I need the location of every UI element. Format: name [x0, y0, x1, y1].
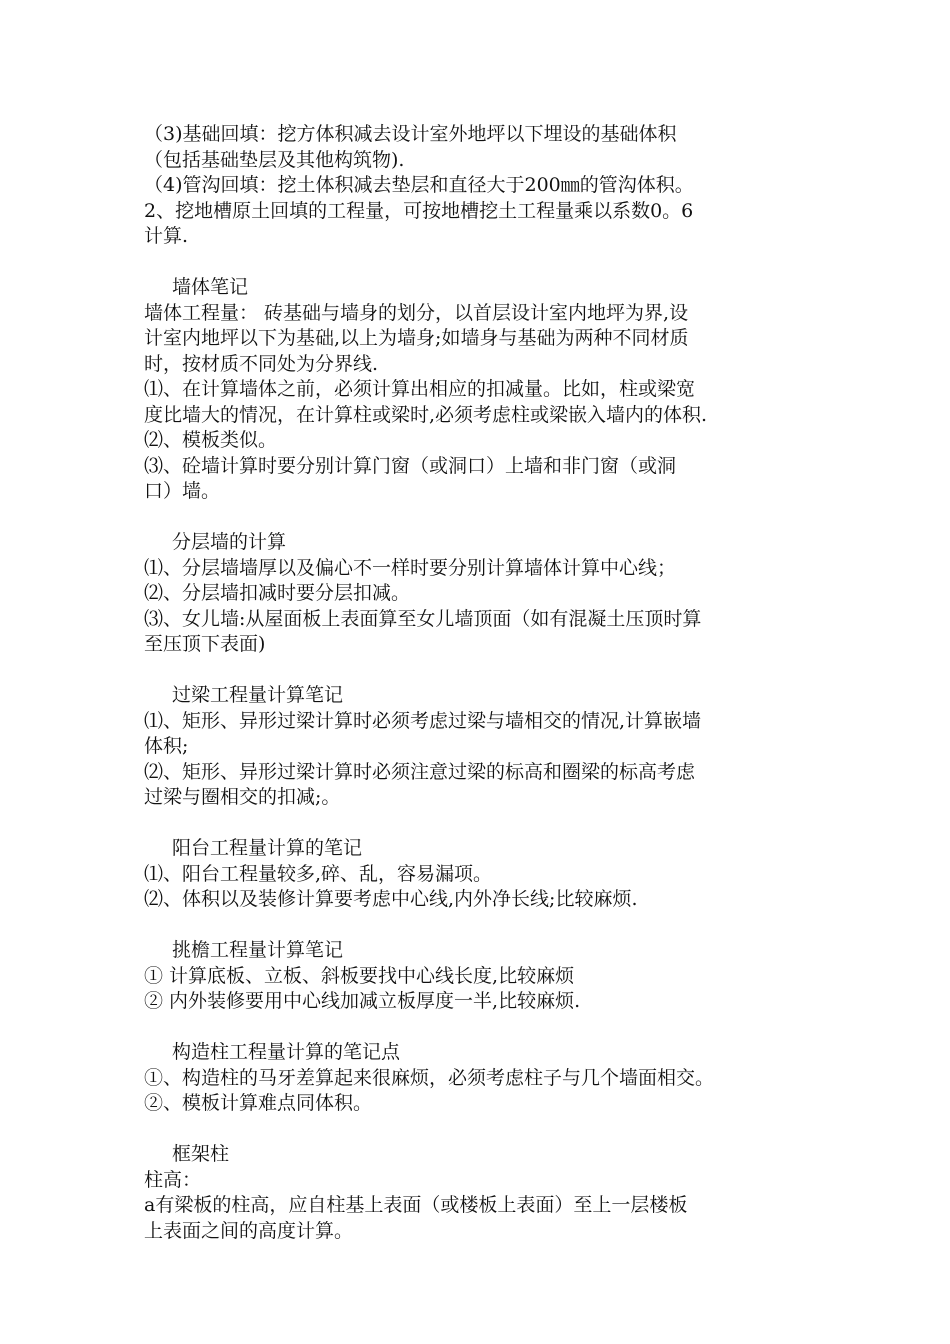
- text-line: 计算.: [144, 225, 189, 247]
- section-heading: 墙体笔记: [172, 276, 249, 298]
- text-line: ⑵、模板类似。: [144, 429, 278, 451]
- section-heading: 过梁工程量计算笔记: [172, 684, 344, 706]
- paragraph-gap: [144, 658, 824, 684]
- text-line: ⑵、矩形、异形过梁计算时必须注意过梁的标高和圈梁的标高考虑: [144, 760, 696, 783]
- paragraph-gap: [144, 913, 824, 939]
- text-line: ① 计算底板、立板、斜板要找中心线长度,比较麻烦: [144, 964, 575, 987]
- text-line: （3)基础回填：挖方体积减去设计室外地坪以下埋设的基础体积: [144, 123, 677, 145]
- text-line: ⑵、体积以及装修计算要考虑中心线,内外净长线;比较麻烦.: [144, 888, 638, 910]
- document-body: [144, 122, 824, 1244]
- paragraph-gap: [144, 250, 824, 276]
- text-line: ⑴、在计算墙体之前，必须计算出相应的扣减量。比如，柱或梁宽: [144, 378, 696, 400]
- text-line: ⑶、女儿墙:从屋面板上表面算至女儿墙顶面（如有混凝土压顶时算: [144, 607, 702, 630]
- section-heading: 构造柱工程量计算的笔记点: [172, 1041, 401, 1063]
- text-line: 体积;: [144, 735, 189, 757]
- text-line: 墙体工程量： 砖基础与墙身的划分，以首层设计室内地坪为界,设: [144, 301, 689, 324]
- text-line: 时，按材质不同处为分界线.: [144, 352, 379, 375]
- section-heading: 阳台工程量计算的笔记: [172, 837, 363, 859]
- text-line: 至压顶下表面): [144, 633, 266, 655]
- paragraph-gap: [144, 811, 824, 837]
- text-line: ⑴、矩形、异形过梁计算时必须考虑过梁与墙相交的情况,计算嵌墙: [144, 709, 702, 732]
- text-line: 柱高：: [144, 1168, 202, 1191]
- text-line: ①、构造柱的马牙差算起来很麻烦，必须考虑柱子与几个墙面相交。: [144, 1066, 715, 1089]
- text-line: 口）墙。: [144, 480, 221, 502]
- text-line: ⑴、阳台工程量较多,碎、乱，容易漏项。: [144, 862, 493, 885]
- text-line: ②、模板计算难点同体积。: [144, 1092, 373, 1114]
- section-heading: 挑檐工程量计算笔记: [172, 939, 344, 961]
- text-line: ② 内外装修要用中心线加减立板厚度一半,比较麻烦.: [144, 990, 581, 1012]
- section-heading: 框架柱: [172, 1143, 230, 1165]
- paragraph-gap: [144, 1117, 824, 1143]
- text-line: 过梁与圈相交的扣减;。: [144, 786, 341, 808]
- text-line: 度比墙大的情况，在计算柱或梁时,必须考虑柱或梁嵌入墙内的体积.: [144, 403, 708, 426]
- text-line: 2、挖地槽原土回填的工程量，可按地槽挖土工程量乘以系数0。6: [144, 199, 694, 222]
- text-line: 计室内地坪以下为基础,以上为墙身;如墙身与基础为两种不同材质: [144, 327, 689, 349]
- text-line: 上表面之间的高度计算。: [144, 1219, 354, 1242]
- paragraph-gap: [144, 1015, 824, 1041]
- text-line: ⑵、分层墙扣减时要分层扣减。: [144, 582, 411, 604]
- text-line: （包括基础垫层及其他构筑物).: [144, 148, 405, 171]
- text-line: ⑴、分层墙墙厚以及偏心不一样时要分别计算墙体计算中心线；: [144, 556, 677, 579]
- paragraph-gap: [144, 505, 824, 531]
- text-line: ⑶、砼墙计算时要分别计算门窗（或洞口）上墙和非门窗（或洞: [144, 454, 677, 477]
- section-heading: 分层墙的计算: [172, 531, 287, 553]
- text-line: a有梁板的柱高，应自柱基上表面（或楼板上表面）至上一层楼板: [144, 1194, 688, 1216]
- text-line: （4)管沟回填：挖土体积减去垫层和直径大于200㎜的管沟体积。: [144, 174, 694, 196]
